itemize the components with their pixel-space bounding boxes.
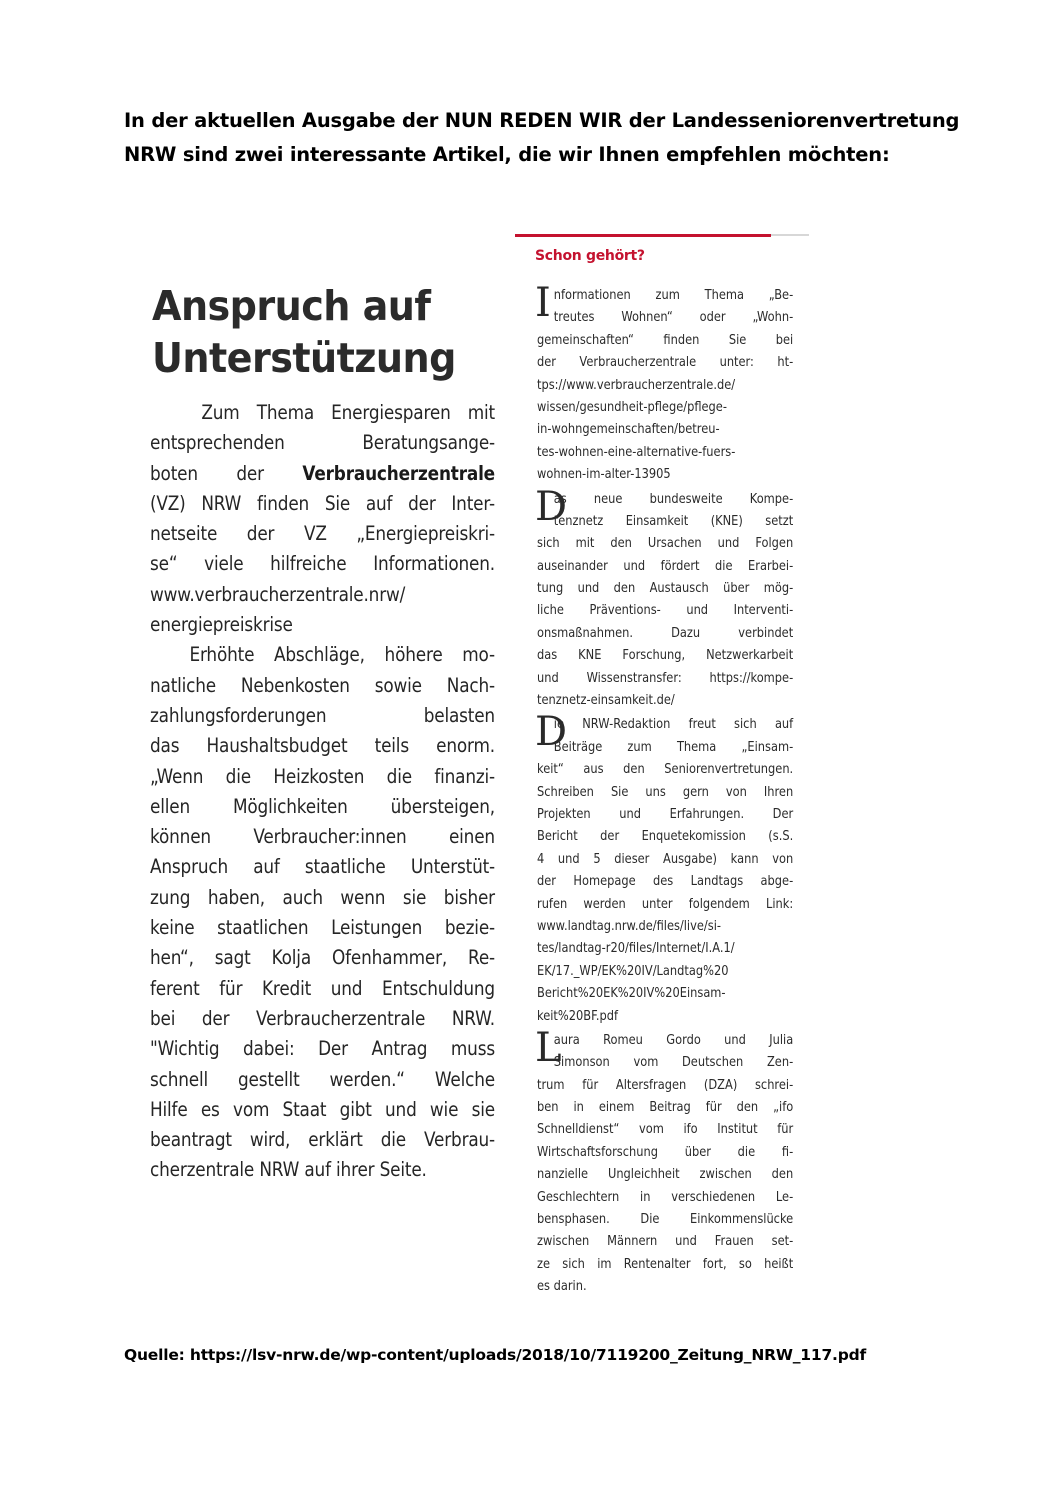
dropcap-letter: I bbox=[535, 280, 551, 326]
dropcap-letter: D bbox=[535, 483, 568, 530]
note-line: 4 und 5 dieser Ausgabe) kann von bbox=[537, 850, 794, 867]
article-line: schnell gestellt werden.“ Welche bbox=[150, 1067, 495, 1091]
note-line: ben in einem Beitrag für den „ifo bbox=[537, 1099, 794, 1116]
note-line: Projekten und Erfahrungen. Der bbox=[537, 805, 794, 822]
article-headline bbox=[152, 280, 471, 384]
article-line: ferent für Kredit und Entschuldung bbox=[150, 976, 495, 1000]
article-line: boten der Verbraucherzentrale bbox=[150, 461, 495, 485]
note-line: und Wissenstransfer: https://kompe- bbox=[537, 669, 794, 686]
note-line: in-wohngemeinschaften/betreu- bbox=[537, 421, 720, 438]
note-line: onsmaßnahmen. Dazu verbindet bbox=[537, 624, 794, 641]
note-line: tenznetz-einsamkeit.de/ bbox=[537, 692, 675, 709]
article-line: hen“, sagt Kolja Ofenhammer, Re- bbox=[150, 946, 495, 970]
note-line: der Homepage des Landtags abge- bbox=[537, 873, 794, 890]
source-citation: Quelle: https://lsv-nrw.de/wp-content/uploads/2018/10/7119200_Zeitung_NRW_117.pdf bbox=[124, 1346, 867, 1364]
note-line: es darin. bbox=[537, 1278, 587, 1295]
dropcap-letter: L bbox=[535, 1024, 562, 1071]
note-line: bensphasen. Die Einkommenslücke bbox=[537, 1211, 794, 1228]
bold-term: Verbraucherzentrale bbox=[302, 461, 495, 485]
section-rule bbox=[515, 234, 771, 237]
note-line: Schreiben Sie uns gern von Ihren bbox=[537, 783, 794, 800]
note-item bbox=[535, 280, 797, 486]
note-line: rufen werden unter folgendem Link: bbox=[537, 895, 794, 912]
note-line: ze sich im Rentenalter fort, so heißt bbox=[537, 1255, 794, 1272]
intro-text bbox=[124, 104, 960, 172]
article-line: energiepreiskrise bbox=[150, 613, 293, 637]
article-line: keine staatlichen Leistungen bezie- bbox=[150, 916, 495, 940]
article-body bbox=[150, 398, 495, 1186]
section-rule-extension bbox=[771, 234, 809, 236]
note-line: Geschlechtern in verschiedenen Le- bbox=[537, 1188, 794, 1205]
note-item bbox=[535, 709, 797, 1026]
article-line: Erhöhte Abschläge, höhere mo- bbox=[150, 643, 495, 667]
note-line: tung und den Austausch über mög- bbox=[537, 580, 794, 597]
note-line: wohnen-im-alter-13905 bbox=[537, 466, 671, 483]
article-line: bei der Verbraucherzentrale NRW. bbox=[150, 1006, 495, 1030]
dropcap-letter: D bbox=[535, 709, 568, 756]
article-line: zahlungsforderungen belasten bbox=[150, 703, 495, 727]
headline-line-2: Unterstützung bbox=[152, 334, 456, 382]
article-line: se“ viele hilfreiche Informationen. bbox=[150, 552, 495, 576]
intro-line-2: NRW sind zwei interessante Artikel, die wir Ihnen empfehlen möchten: bbox=[124, 143, 890, 166]
sidebar-column bbox=[515, 234, 809, 1295]
note-line: Bericht der Enquetekomission (s.S. bbox=[537, 828, 794, 845]
note-line: trum für Altersfragen (DZA) schrei- bbox=[537, 1076, 794, 1093]
article-line: können Verbraucher:innen einen bbox=[150, 825, 495, 849]
note-line: nanzielle Ungleichheit zwischen den bbox=[537, 1166, 794, 1183]
note-line: liche Präventions- und Interventi- bbox=[537, 602, 794, 619]
note-line: tenznetz Einsamkeit (KNE) setzt bbox=[553, 512, 794, 529]
note-line: nformationen zum Thema „Be- bbox=[553, 287, 794, 303]
note-line: Simonson vom Deutschen Zen- bbox=[553, 1054, 794, 1071]
intro-line-1: In der aktuellen Ausgabe der NUN REDEN WIR der Landesseniorenvertretung bbox=[124, 109, 960, 132]
note-line: gemeinschaften“ finden Sie bei bbox=[537, 331, 794, 348]
article-line: www.verbraucherzentrale.nrw/ bbox=[150, 582, 406, 606]
article-line: Hilfe es vom Staat gibt und wie sie bbox=[150, 1097, 495, 1121]
note-line: Schnelldienst“ vom ifo Institut für bbox=[537, 1121, 794, 1138]
note-line: auseinander und fördert die Erarbei- bbox=[537, 557, 794, 574]
note-line: das KNE Forschung, Netzwerkarbeit bbox=[537, 647, 794, 664]
note-item bbox=[535, 1024, 797, 1298]
note-line: EK/17._WP/EK%20IV/Landtag%20 bbox=[537, 962, 729, 979]
note-line: keit“ aus den Seniorenvertretungen. bbox=[537, 761, 794, 778]
article-line: netseite der VZ „Energiepreiskri- bbox=[150, 522, 495, 546]
article-line: entsprechenden Beratungsange- bbox=[150, 431, 495, 455]
article-line: cherzentrale NRW auf ihrer Seite. bbox=[150, 1158, 427, 1182]
headline-line-1: Anspruch auf bbox=[152, 282, 431, 330]
note-line: zwischen Männern und Frauen set- bbox=[537, 1233, 794, 1250]
note-line: as neue bundesweite Kompe- bbox=[553, 490, 794, 507]
note-line: aura Romeu Gordo und Julia bbox=[553, 1031, 794, 1048]
section-title: Schon gehört? bbox=[535, 248, 645, 264]
note-line: Bericht%20EK%20IV%20Einsam- bbox=[537, 985, 726, 1002]
article-line: ellen Möglichkeiten übersteigen, bbox=[150, 794, 495, 818]
article-line: (VZ) NRW finden Sie auf der Inter- bbox=[150, 491, 495, 515]
note-line: tes-wohnen-eine-alternative-fuers- bbox=[537, 443, 736, 460]
note-line: sich mit den Ursachen und Folgen bbox=[537, 535, 794, 552]
note-line: www.landtag.nrw.de/files/live/si- bbox=[537, 917, 721, 934]
article-line: Anspruch auf staatliche Unterstüt- bbox=[150, 855, 495, 879]
note-line: ie NRW-Redaktion freut sich auf bbox=[553, 716, 794, 733]
note-item bbox=[535, 483, 797, 712]
note-line: wissen/gesundheit-pflege/pflege- bbox=[537, 398, 727, 415]
note-line: tes/landtag-r20/files/Internet/I.A.1/ bbox=[537, 940, 735, 957]
article-line: beantragt wird, erklärt die Verbrau- bbox=[150, 1128, 495, 1152]
article-energy-support bbox=[150, 280, 495, 1186]
note-line: keit%20BF.pdf bbox=[537, 1007, 618, 1024]
article-line: natliche Nebenkosten sowie Nach- bbox=[150, 673, 495, 697]
article-line: „Wenn die Heizkosten die finanzi- bbox=[150, 764, 495, 788]
article-line: Zum Thema Energiesparen mit bbox=[150, 401, 495, 424]
note-line: tps://www.verbraucherzentrale.de/ bbox=[537, 376, 736, 393]
note-line: treutes Wohnen“ oder „Wohn- bbox=[553, 309, 794, 326]
note-line: der Verbraucherzentrale unter: ht- bbox=[537, 354, 794, 371]
note-line: Beiträge zum Thema „Einsam- bbox=[553, 738, 794, 755]
notes-list bbox=[535, 280, 797, 1300]
note-line: Wirtschaftsforschung über die fi- bbox=[537, 1143, 794, 1160]
article-line: das Haushaltsbudget teils enorm. bbox=[150, 734, 495, 758]
article-line: "Wichtig dabei: Der Antrag muss bbox=[150, 1037, 495, 1061]
article-line: zung haben, auch wenn sie bisher bbox=[150, 885, 495, 909]
